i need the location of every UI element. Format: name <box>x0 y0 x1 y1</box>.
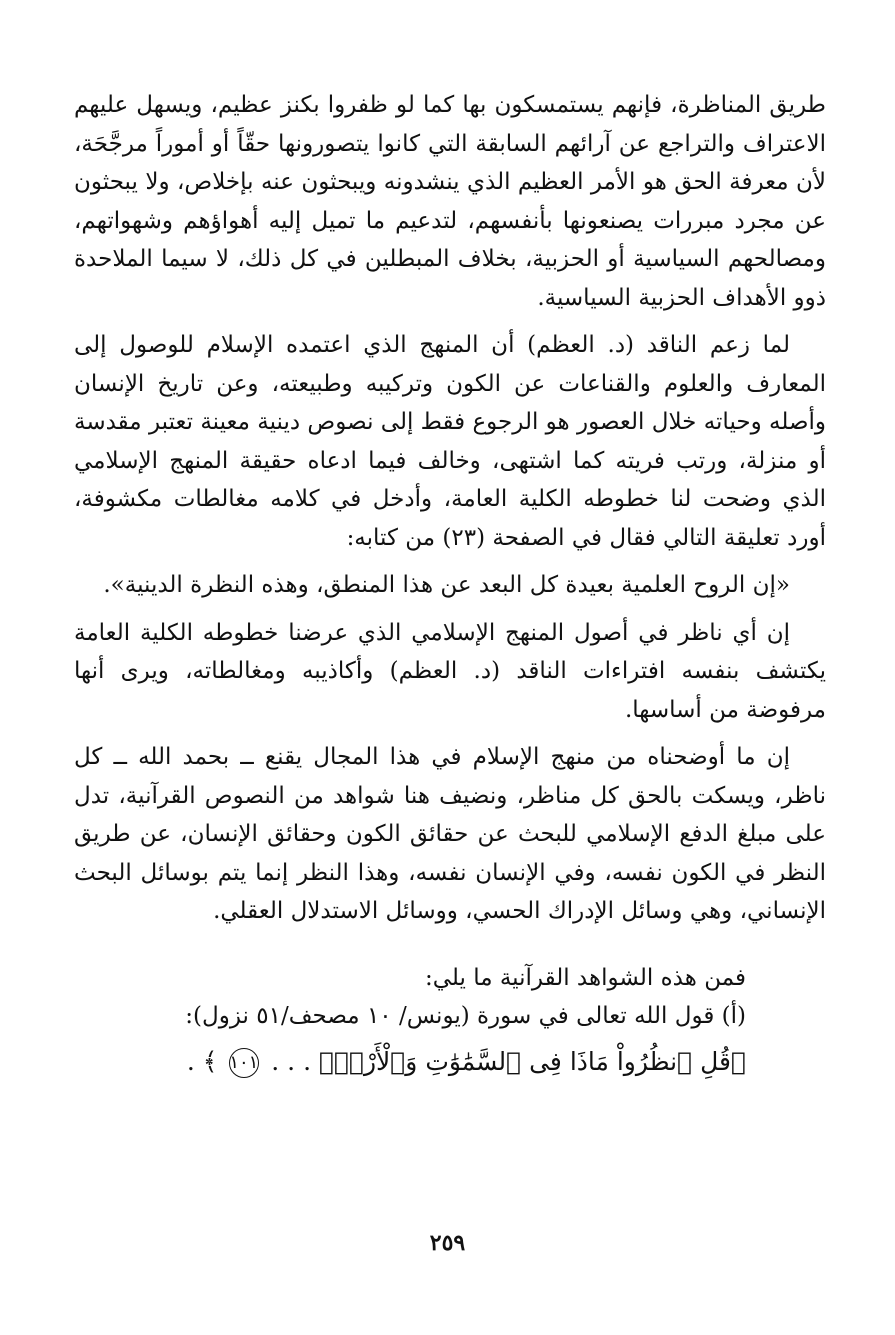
verse-open-bracket: ﴿ <box>730 1046 746 1076</box>
quotation: «إن الروح العلمية بعيدة كل البعد عن هذا المنطق، وهذه النظرة الدينية». <box>103 572 790 598</box>
paragraph-3: إن أي ناظر في أصول المنهج الإسلامي الذي عرضنا خطوطه الكلية العامة يكتشف بنفسه افتراءات الناقد (د. العظم) وأكاذيبه ومغالطاته، ويرى أنها مرفوضة من أساسها. <box>74 619 826 723</box>
page-number: ٢٥٩ <box>429 1230 466 1256</box>
ayah-number-marker: ١٠١ <box>229 1048 259 1078</box>
list-item-a: (أ) قول الله تعالى في سورة (يونس/ ١٠ مصحف/٥١ نزول): <box>185 1003 746 1029</box>
paragraph-4: إن ما أوضحناه من منهج الإسلام في هذا المجال يقنع ــ بحمد الله ــ كل ناظر، ويسكت بالحق كل مناظر، ونضيف هنا شواهد من النصوص القرآنية، تدل على مبلغ الدفع الإسلامي للبحث عن حقائق الكون وحقائق الإنسان، عن طريق النظر في الكون نفسه، وفي الإنسان نفسه، وهذا النظر إنما يتم بوسائل البحث الإنساني، وهي وسائل الإدراك الحسي، ووسائل الاستدلال العقلي. <box>74 744 826 924</box>
verse-close-bracket: ﴾ . <box>186 1046 218 1076</box>
list-intro: فمن هذه الشواهد القرآنية ما يلي: <box>424 964 746 991</box>
quran-verse <box>74 1040 746 1084</box>
page-body <box>74 86 826 1084</box>
paragraph-1: طريق المناظرة، فإنهم يستمسكون بها كما لو ظفروا بكنز عظيم، ويسهل عليهم الاعتراف والتراجع عن آرائهم السابقة التي كانوا يتصورونها حقّاً أو أموراً مرجَّحَة، لأن معرفة الحق هو الأمر العظيم الذي ينشدونه ويبحثون عنه بإخلاص، ولا يبحثون عن مجرد مبررات يصنعونها بأنفسهم، لتدعيم ما تميل إليه أهواؤهم وشهواتهم، ومصالحهم السياسية أو الحزبية، بخلاف المبطلين في كل ذلك، لا سيما الملاحدة ذوو الأهداف الحزبية السياسية. <box>74 92 826 311</box>
verse-text: قُلِ ٱنظُرُواْ مَاذَا فِى ٱلسَّمَٰوَٰتِ وَٱلْأَرْضِۚ . . . <box>271 1046 731 1076</box>
paragraph-2: لما زعم الناقد (د. العظم) أن المنهج الذي اعتمده الإسلام للوصول إلى المعارف والعلوم والقناعات عن الكون وتركيبه وطبيعته، وعن تاريخ الإنسان وأصله وحياته خلال العصور هو الرجوع فقط إلى نصوص دينية معينة تعتبر مقدسة أو منزلة، ورتب فريته كما اشتهى، وخالف فيما ادعاه حقيقة المنهج الإسلامي الذي وضحت لنا خطوطه الكلية العامة، وأدخل في كلامه مغالطات مكشوفة، أورد تعليقة التالي فقال في الصفحة (٢٣) من كتابه: <box>74 332 827 551</box>
quranic-evidence-list <box>74 959 826 1084</box>
